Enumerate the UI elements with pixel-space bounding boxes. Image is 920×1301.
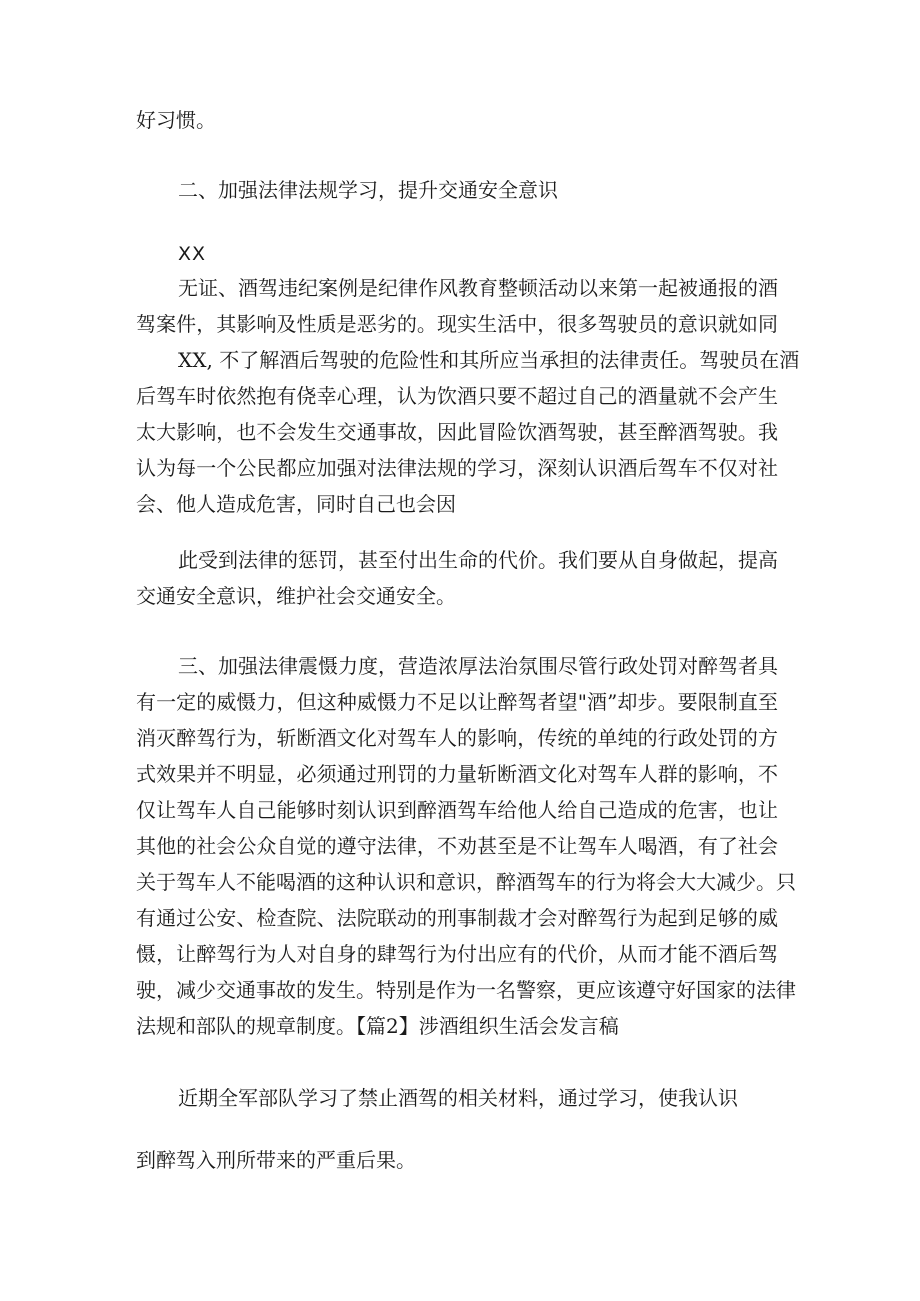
placeholder-heading: XX [178, 243, 207, 265]
text-line: 好习惯。 [136, 108, 216, 132]
section-heading: 三、加强法律震慑力度，营造浓厚法治氛围尽管行政处罚对醉驾者具 [178, 654, 778, 678]
text-line: 此受到法律的惩罚，甚至付出生命的代价。我们要从自身做起，提高 [178, 548, 778, 572]
text-line: 近期全军部队学习了禁止酒驾的相关材料，通过学习，使我认识 [178, 1086, 738, 1110]
text-line: 法规和部队的规章制度。【篇2】涉酒组织生活会发言稿 [136, 1014, 619, 1038]
text-line: 会、他人造成危害，同时自己也会因 [136, 492, 456, 516]
text-line: 关于驾车人不能喝酒的这种认识和意识，醉酒驾车的行为将会大大减少。只 [136, 870, 796, 894]
text-line: 到醉驾入刑所带来的严重后果。 [136, 1148, 416, 1172]
text-line: 有通过公安、检查院、法院联动的刑事制裁才会对醉驾行为起到足够的威 [136, 906, 778, 930]
text-line: 交通安全意识，维护社会交通安全。 [136, 584, 456, 608]
text-line: 慑，让醉驾行为人对自身的肆驾行为付出应有的代价，从而才能不酒后驾 [136, 942, 778, 966]
text-line: XX, 不了解酒后驾驶的危险性和其所应当承担的法律责任。驾驶员在酒 [178, 348, 800, 372]
text-line: 后驾车时依然抱有侥幸心理，认为饮酒只要不超过自己的酒量就不会产生 [136, 384, 778, 408]
text-line: 驶，减少交通事故的发生。特别是作为一名警察，更应该遵守好国家的法律 [136, 978, 796, 1002]
text-line: 认为每一个公民都应加强对法律法规的学习，深刻认识酒后驾车不仅对社 [136, 456, 778, 480]
section-heading: 二、加强法律法规学习，提升交通安全意识 [178, 178, 558, 202]
text-line: 式效果并不明显，必须通过刑罚的力量斩断酒文化对驾车人群的影响，不 [136, 762, 778, 786]
text-line: 有一定的威慑力，但这种威慑力不足以让醉驾者望"酒”却步。要限制直至 [136, 690, 778, 714]
text-line: 仅让驾车人自己能够时刻认识到醉酒驾车给他人给自己造成的危害，也让 [136, 798, 778, 822]
text-line: 无证、酒驾违纪案例是纪律作风教育整顿活动以来第一起被通报的酒 [178, 276, 778, 300]
text-line: 驾案件，其影响及性质是恶劣的。现实生活中，很多驾驶员的意识就如同 [136, 312, 778, 336]
text-line: 其他的社会公众自觉的遵守法律，不劝甚至是不让驾车人喝酒，有了社会 [136, 834, 778, 858]
text-line: 消灭醉驾行为，斩断酒文化对驾车人的影响，传统的单纯的行政处罚的方 [136, 726, 778, 750]
text-line: 太大影响，也不会发生交通事故，因此冒险饮酒驾驶，甚至醉酒驾驶。我 [136, 420, 778, 444]
